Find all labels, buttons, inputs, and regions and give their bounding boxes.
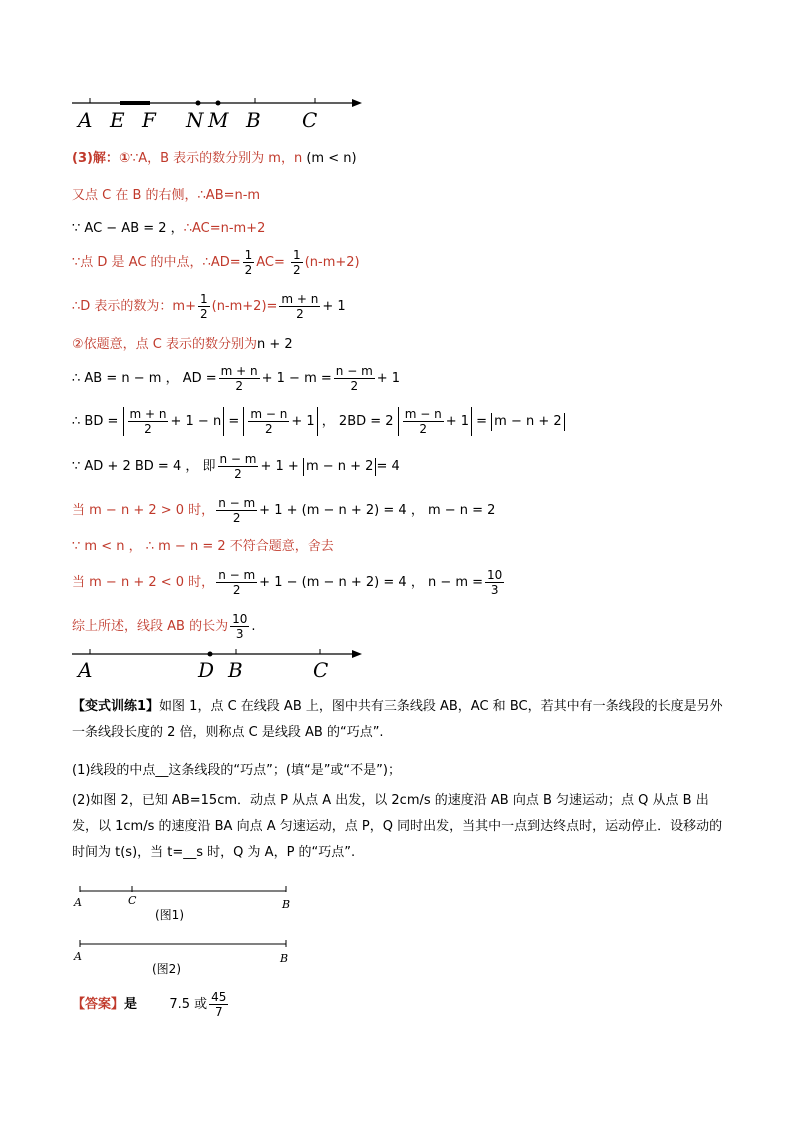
sol-line-8: ∴ BD = $\frac{m + n}{2}$ + 1 − n = $\frac{m - n}{2}$ + 1 ， 2BD = 2 $\frac{m - n}{2}$ + 1 = m − n + 2 [72,407,565,436]
nl2-label-d: D [198,658,215,682]
nl1-label-n: N [186,108,204,132]
exercise-p3: (2)如图 2，已知 AB=15cm．动点 P 从点 A 出发，以 2cm/s 的速度沿 AB 向点 B 匀速运动；点 Q 从点 B 出发，以 1cm/s 的速度沿 BA 向点 A 匀速运动，点 P，Q 同时出发，当其中一点到达终点时，运动停止．设移动的时间为 t(s)，当 t=__s 时，Q 为 A，P 的“巧点”. [72,793,723,860]
fig2-label-b: B [280,952,289,965]
nl1-label-f: F [142,108,156,132]
sol-line-12: 当 m − n + 2 < 0 时， $\frac{n - m}{2}$ + 1 − (m − n + 2) = 4 ， n − m = $\frac{10}{3}$ [72,568,503,597]
exercise-p1: 【变式训练1】如图 1，点 C 在线段 AB 上，图中共有三条线段 AB，AC 和 BC，若其中有一条线段的长度是另外一条线段长度的 2 倍，则称点 C 是线段 AB 的“巧点”. [72,699,723,740]
sol-line-11: ∵ m < n ， ∴ m − n = 2 不符合题意，舍去 [72,539,334,554]
sol-line-3: ∵ AC − AB = 2 ，∴AC=n-m+2 [72,221,266,236]
nl1-label-c: C [302,108,318,132]
fig1-label-a: A [74,896,82,909]
nl1-label-b: B [246,108,261,132]
exercise-p2: (1)线段的中点__这条线段的“巧点”；(填“是”或“不是”)； [72,763,401,778]
nl1-label-m: M [208,108,229,132]
fig1-label-b: B [282,898,291,911]
sol-line-4: ∵点 D 是 AC 的中点，∴AD= $\frac{1}{2}$ AC= $\frac{1}{2}$ (n-m+2) [72,248,360,277]
sol-line-5: ∴D 表示的数为：m+ $\frac{1}{2}$ (n-m+2)= $\frac{m + n}{2}$ + 1 [72,292,346,321]
sol-line-1: (3)解：①∵A，B 表示的数分别为 m，n (m < n) [72,151,357,166]
sol-line-10: 当 m − n + 2 > 0 时， $\frac{n - m}{2}$ + 1 + (m − n + 2) = 4 ， m − n = 2 [72,496,496,525]
nl1-label-a: A [78,108,93,132]
figure-2-segment [78,940,290,950]
sol-line-7: ∴ AB = n − m ， AD = $\frac{m + n}{2}$ + 1 − m = $\frac{n - m}{2}$ + 1 [72,364,401,393]
fig2-label-a: A [74,950,82,963]
nl2-label-a: A [78,658,93,682]
fig1-caption: (图1) [155,908,184,922]
answer-line: 【答案】是 7.5 或 $\frac{45}{7}$ [72,990,227,1019]
sol-line-9: ∵ AD + 2 BD = 4 ， 即 $\frac{n - m}{2}$ + 1 + m − n + 2 = 4 [72,452,400,481]
figure-1-segment [78,886,290,896]
sol-line-13: 综上所述，线段 AB 的长为 $\frac{10}{3}$ . [72,612,256,641]
fig2-caption: (图2) [152,962,181,976]
nl2-label-c: C [313,658,329,682]
fig1-label-c: C [128,894,137,907]
nl2-label-b: B [228,658,243,682]
nl1-label-e: E [110,108,125,132]
sol-line-2: 又点 C 在 B 的右侧，∴AB=n-m [72,188,261,203]
sol-line-6: ②依题意，点 C 表示的数分别为n + 2 [72,337,293,352]
